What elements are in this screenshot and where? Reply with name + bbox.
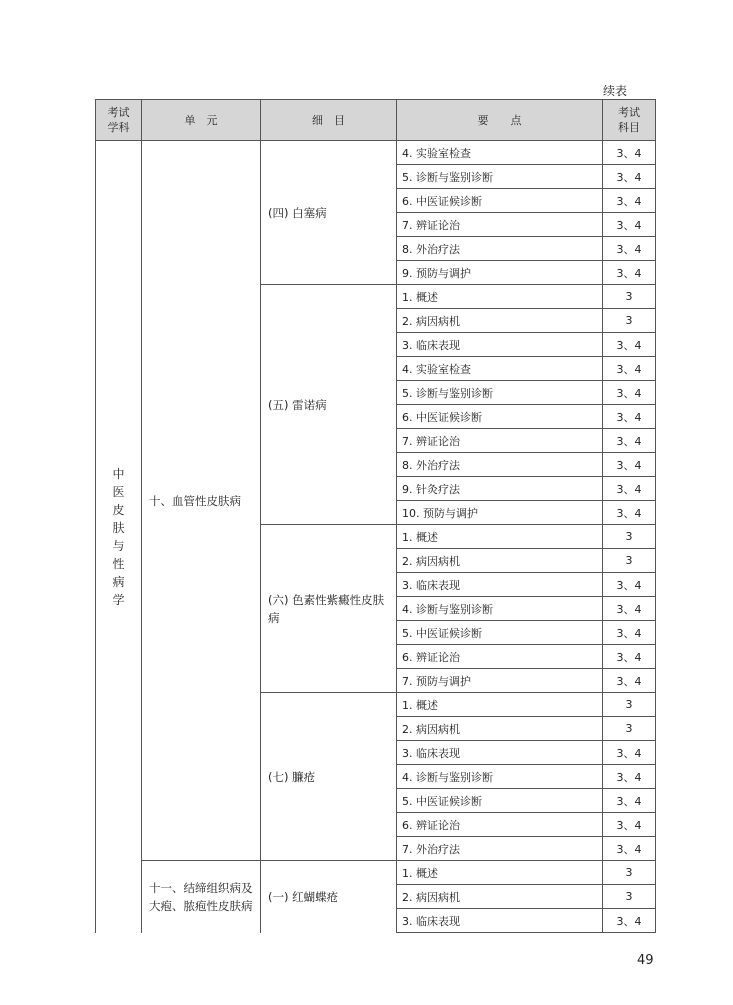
point-cell: 5. 诊断与鉴别诊断 — [397, 381, 603, 405]
point-cell: 6. 中医证候诊断 — [397, 189, 603, 213]
point-cell: 4. 实验室检查 — [397, 357, 603, 381]
point-cell: 3. 临床表现 — [397, 909, 603, 933]
header-detail: 细 目 — [261, 100, 397, 141]
header-points: 要 点 — [397, 100, 603, 141]
unit-cell: 十一、结缔组织病及大疱、脓疱性皮肤病 — [142, 861, 261, 933]
exam-cell: 3、4 — [603, 837, 656, 861]
point-cell: 4. 诊断与鉴别诊断 — [397, 765, 603, 789]
point-cell: 2. 病因病机 — [397, 717, 603, 741]
exam-cell: 3、4 — [603, 453, 656, 477]
detail-cell: (六) 色素性紫癜性皮肤病 — [261, 525, 397, 693]
exam-cell: 3、4 — [603, 645, 656, 669]
point-cell: 7. 预防与调护 — [397, 669, 603, 693]
point-cell: 6. 辨证论治 — [397, 645, 603, 669]
point-cell: 8. 外治疗法 — [397, 237, 603, 261]
exam-cell: 3、4 — [603, 333, 656, 357]
exam-cell: 3 — [603, 309, 656, 333]
exam-cell: 3、4 — [603, 165, 656, 189]
syllabus-table — [95, 99, 656, 933]
subject-cell — [96, 141, 142, 933]
exam-cell: 3、4 — [603, 813, 656, 837]
point-cell: 1. 概述 — [397, 861, 603, 885]
table-row — [96, 141, 656, 165]
point-cell: 2. 病因病机 — [397, 309, 603, 333]
point-cell: 1. 概述 — [397, 693, 603, 717]
exam-cell: 3、4 — [603, 597, 656, 621]
detail-cell: (七) 臁疮 — [261, 693, 397, 861]
exam-cell: 3、4 — [603, 501, 656, 525]
detail-cell: (五) 雷诺病 — [261, 285, 397, 525]
exam-cell: 3、4 — [603, 429, 656, 453]
exam-cell: 3、4 — [603, 741, 656, 765]
table-row — [96, 861, 656, 885]
point-cell: 6. 辨证论治 — [397, 813, 603, 837]
header-unit: 单 元 — [142, 100, 261, 141]
exam-cell: 3 — [603, 525, 656, 549]
page-number: 49 — [637, 953, 654, 968]
exam-cell: 3 — [603, 693, 656, 717]
point-cell: 3. 临床表现 — [397, 333, 603, 357]
point-cell: 2. 病因病机 — [397, 549, 603, 573]
point-cell: 2. 病因病机 — [397, 885, 603, 909]
point-cell: 4. 诊断与鉴别诊断 — [397, 597, 603, 621]
detail-cell: (四) 白塞病 — [261, 141, 397, 285]
table-header-row — [96, 100, 656, 141]
exam-cell: 3、4 — [603, 765, 656, 789]
point-cell: 1. 概述 — [397, 525, 603, 549]
point-cell: 7. 辨证论治 — [397, 429, 603, 453]
unit-cell: 十、血管性皮肤病 — [142, 141, 261, 861]
point-cell: 3. 临床表现 — [397, 573, 603, 597]
point-cell: 5. 诊断与鉴别诊断 — [397, 165, 603, 189]
exam-cell: 3 — [603, 861, 656, 885]
exam-cell: 3、4 — [603, 261, 656, 285]
point-cell: 7. 辨证论治 — [397, 213, 603, 237]
exam-cell: 3、4 — [603, 621, 656, 645]
exam-cell: 3、4 — [603, 141, 656, 165]
exam-cell: 3 — [603, 885, 656, 909]
exam-cell: 3、4 — [603, 573, 656, 597]
exam-cell: 3、4 — [603, 237, 656, 261]
point-cell: 6. 中医证候诊断 — [397, 405, 603, 429]
exam-cell: 3 — [603, 717, 656, 741]
point-cell: 9. 预防与调护 — [397, 261, 603, 285]
continued-label: 续表 — [603, 84, 628, 98]
exam-cell: 3、4 — [603, 669, 656, 693]
point-cell: 9. 针灸疗法 — [397, 477, 603, 501]
point-cell: 3. 临床表现 — [397, 741, 603, 765]
point-cell: 8. 外治疗法 — [397, 453, 603, 477]
point-cell: 10. 预防与调护 — [397, 501, 603, 525]
point-cell: 1. 概述 — [397, 285, 603, 309]
point-cell: 7. 外治疗法 — [397, 837, 603, 861]
exam-cell: 3 — [603, 549, 656, 573]
detail-cell: (一) 红蝴蝶疮 — [261, 861, 397, 933]
point-cell: 5. 中医证候诊断 — [397, 621, 603, 645]
header-exam: 考试 科目 — [603, 100, 656, 141]
exam-cell: 3、4 — [603, 789, 656, 813]
exam-cell: 3、4 — [603, 381, 656, 405]
exam-cell: 3、4 — [603, 357, 656, 381]
exam-cell: 3 — [603, 285, 656, 309]
subject-name: 中医皮肤与性病学 — [112, 466, 125, 607]
exam-cell: 3、4 — [603, 477, 656, 501]
point-cell: 5. 中医证候诊断 — [397, 789, 603, 813]
header-subject: 考试 学科 — [96, 100, 142, 141]
exam-cell: 3、4 — [603, 213, 656, 237]
exam-cell: 3、4 — [603, 909, 656, 933]
exam-cell: 3、4 — [603, 405, 656, 429]
exam-cell: 3、4 — [603, 189, 656, 213]
point-cell: 4. 实验室检查 — [397, 141, 603, 165]
